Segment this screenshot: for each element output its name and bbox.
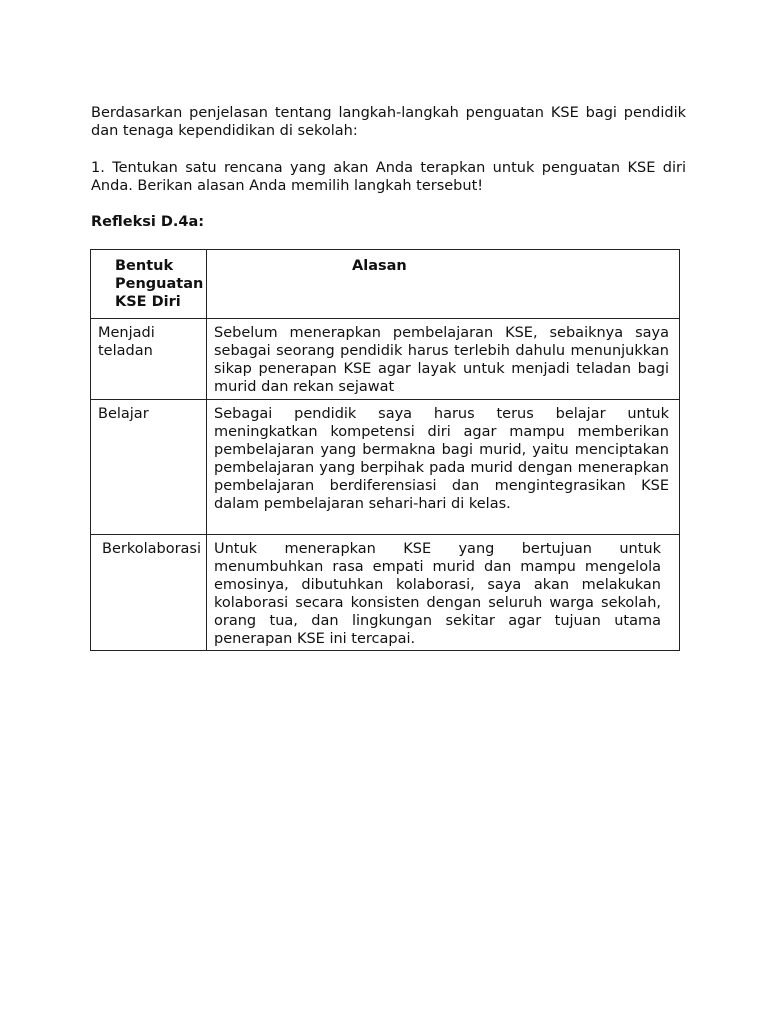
header-bentuk: Bentuk Penguatan KSE Diri bbox=[91, 250, 207, 319]
table-row bbox=[91, 535, 680, 651]
bentuk-cell: Menjadi teladan bbox=[91, 319, 207, 400]
header-alasan: Alasan bbox=[207, 250, 680, 319]
table-row bbox=[91, 319, 680, 400]
intro-paragraph: Berdasarkan penjelasan tentang langkah-langkah penguatan KSE bagi pendidik dan tenaga kependidikan di sekolah: bbox=[91, 105, 686, 139]
table-header-row bbox=[91, 250, 680, 319]
bentuk-cell: Belajar bbox=[91, 400, 207, 535]
reflection-heading: Refleksi D.4a: bbox=[91, 214, 205, 230]
alasan-cell: Sebagai pendidik saya harus terus belajar untuk meningkatkan kompetensi diri agar mampu memberikan pembelajaran yang bermakna bagi murid, yaitu menciptakan pembelajaran yang berpihak pada murid dengan menerapkan pembelajaran berdiferensiasi dan mengintegrasikan KSE dalam pembelajaran sehari-hari di kelas. bbox=[207, 400, 680, 535]
reflection-table bbox=[90, 249, 680, 651]
table-row bbox=[91, 400, 680, 535]
question-paragraph: 1. Tentukan satu rencana yang akan Anda terapkan untuk penguatan KSE diri Anda. Berikan alasan Anda memilih langkah tersebut! bbox=[91, 160, 686, 194]
alasan-cell: Untuk menerapkan KSE yang bertujuan untuk menumbuhkan rasa empati murid dan mampu mengelola emosinya, dibutuhkan kolaborasi, saya akan melakukan kolaborasi secara konsisten dengan seluruh warga sekolah, orang tua, dan lingkungan sekitar agar tujuan utama penerapan KSE ini tercapai. bbox=[207, 535, 680, 651]
bentuk-cell: Berkolaborasi bbox=[91, 535, 207, 651]
alasan-cell: Sebelum menerapkan pembelajaran KSE, sebaiknya saya sebagai seorang pendidik harus terlebih dahulu menunjukkan sikap penerapan KSE agar layak untuk menjadi teladan bagi murid dan rekan sejawat bbox=[207, 319, 680, 400]
